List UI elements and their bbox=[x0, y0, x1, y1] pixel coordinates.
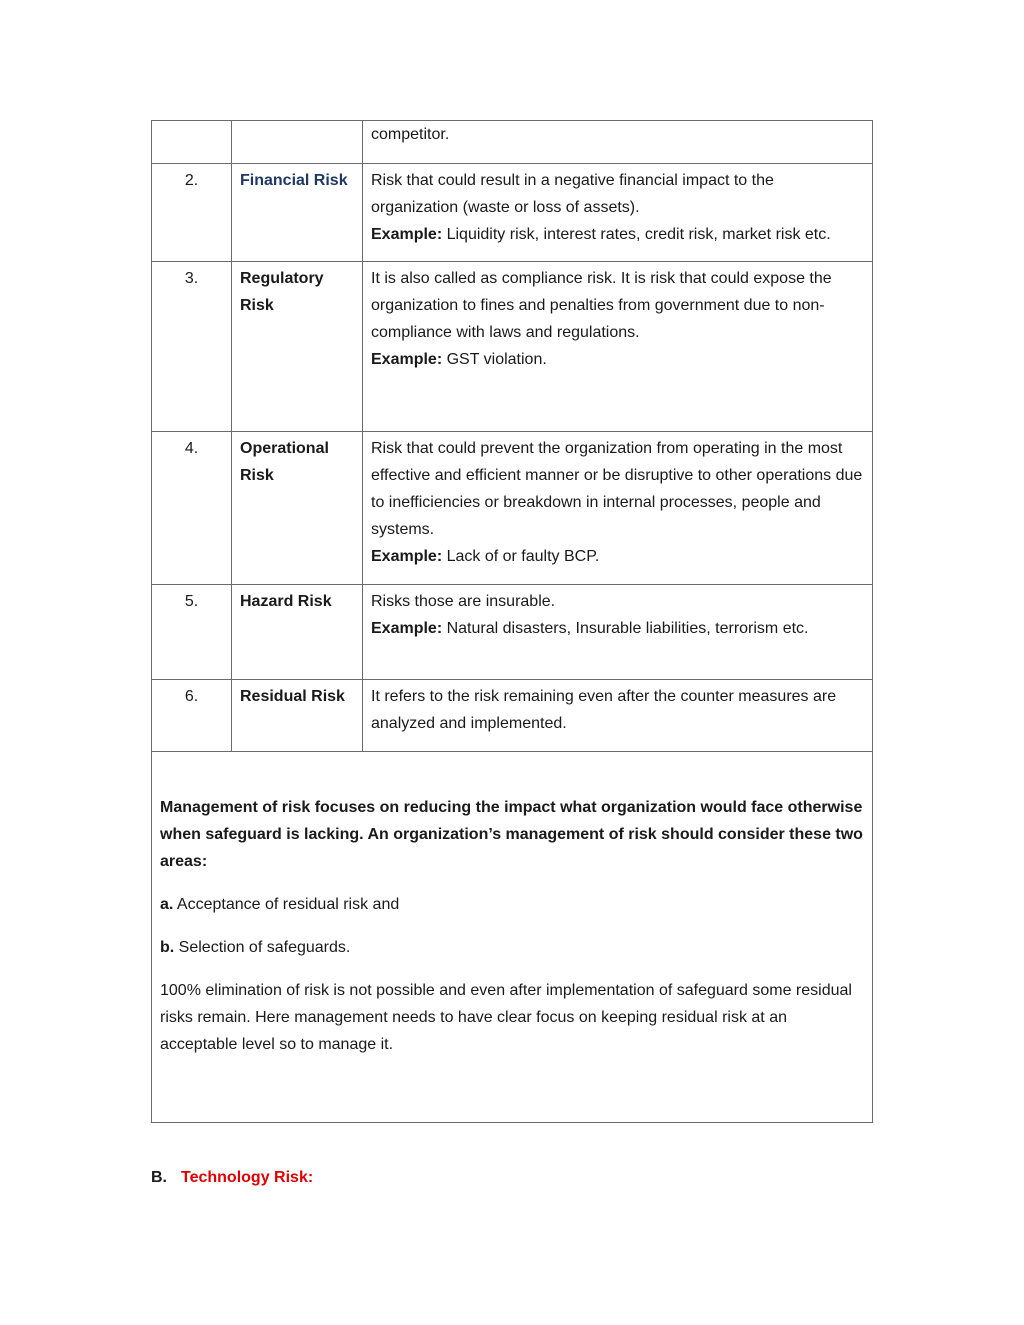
risk-description bbox=[363, 432, 873, 585]
description-text: Risks those are insurable. bbox=[371, 593, 556, 610]
risk-description bbox=[363, 680, 873, 752]
row-number: 6. bbox=[152, 680, 232, 752]
risk-description bbox=[363, 121, 873, 164]
management-row bbox=[152, 752, 873, 1123]
risk-name: Regulatory Risk bbox=[232, 262, 363, 432]
table-row bbox=[152, 121, 873, 164]
item-a-text: Acceptance of residual risk and bbox=[173, 896, 400, 913]
item-a-label: a. bbox=[160, 896, 174, 913]
description-text: competitor. bbox=[371, 126, 450, 143]
row-number bbox=[152, 121, 232, 164]
description-text: Risk that could prevent the organization from operating in the most effective and efficient manner or be disruptive to other operations due to inefficiencies or breakdown in internal processes, people and systems. bbox=[371, 440, 863, 538]
example-label: Example: bbox=[371, 351, 443, 368]
table-row bbox=[152, 432, 873, 585]
risk-name: Residual Risk bbox=[232, 680, 363, 752]
row-number: 2. bbox=[152, 164, 232, 262]
table-row bbox=[152, 680, 873, 752]
example-line bbox=[371, 221, 864, 248]
item-b-text: Selection of safeguards. bbox=[174, 939, 351, 956]
table-row bbox=[152, 585, 873, 680]
row-number: 4. bbox=[152, 432, 232, 585]
risk-name: Hazard Risk bbox=[232, 585, 363, 680]
section-letter: B. bbox=[151, 1169, 167, 1186]
management-section bbox=[152, 752, 873, 1123]
management-heading: Management of risk focuses on reducing the impact what organization would face otherwise when safeguard is lacking. An organization’s management of risk should consider these two areas: bbox=[160, 799, 863, 870]
section-title: Technology Risk: bbox=[181, 1169, 314, 1186]
example-text: Liquidity risk, interest rates, credit risk, market risk etc. bbox=[442, 226, 831, 243]
risk-description bbox=[363, 585, 873, 680]
row-number: 5. bbox=[152, 585, 232, 680]
item-b bbox=[160, 934, 864, 961]
example-text: Natural disasters, Insurable liabilities, terrorism etc. bbox=[442, 620, 809, 637]
example-label: Example: bbox=[371, 548, 443, 565]
table-row bbox=[152, 262, 873, 432]
description-text: It is also called as compliance risk. It is risk that could expose the organization to fines and penalties from government due to non-compliance with laws and regulations. bbox=[371, 270, 832, 341]
example-label: Example: bbox=[371, 620, 443, 637]
management-paragraph: 100% elimination of risk is not possible and even after implementation of safeguard some residual risks remain. Here management needs to have clear focus on keeping residual risk at an acceptable level so to manage it. bbox=[160, 982, 852, 1053]
risk-name bbox=[232, 121, 363, 164]
risk-name: Financial Risk bbox=[232, 164, 363, 262]
risk-description bbox=[363, 164, 873, 262]
example-line bbox=[371, 543, 864, 570]
description-text: Risk that could result in a negative financial impact to the organization (waste or loss of assets). bbox=[371, 172, 774, 216]
row-number: 3. bbox=[152, 262, 232, 432]
example-text: GST violation. bbox=[442, 351, 547, 368]
description-text: It refers to the risk remaining even after the counter measures are analyzed and implemented. bbox=[371, 688, 837, 732]
risk-description bbox=[363, 262, 873, 432]
example-label: Example: bbox=[371, 226, 443, 243]
item-b-label: b. bbox=[160, 939, 175, 956]
table-row bbox=[152, 164, 873, 262]
example-line bbox=[371, 615, 864, 642]
item-a bbox=[160, 891, 864, 918]
example-text: Lack of or faulty BCP. bbox=[442, 548, 600, 565]
section-heading bbox=[151, 1164, 313, 1191]
risk-types-table bbox=[151, 120, 873, 1123]
risk-name: Operational Risk bbox=[232, 432, 363, 585]
example-line bbox=[371, 346, 864, 373]
